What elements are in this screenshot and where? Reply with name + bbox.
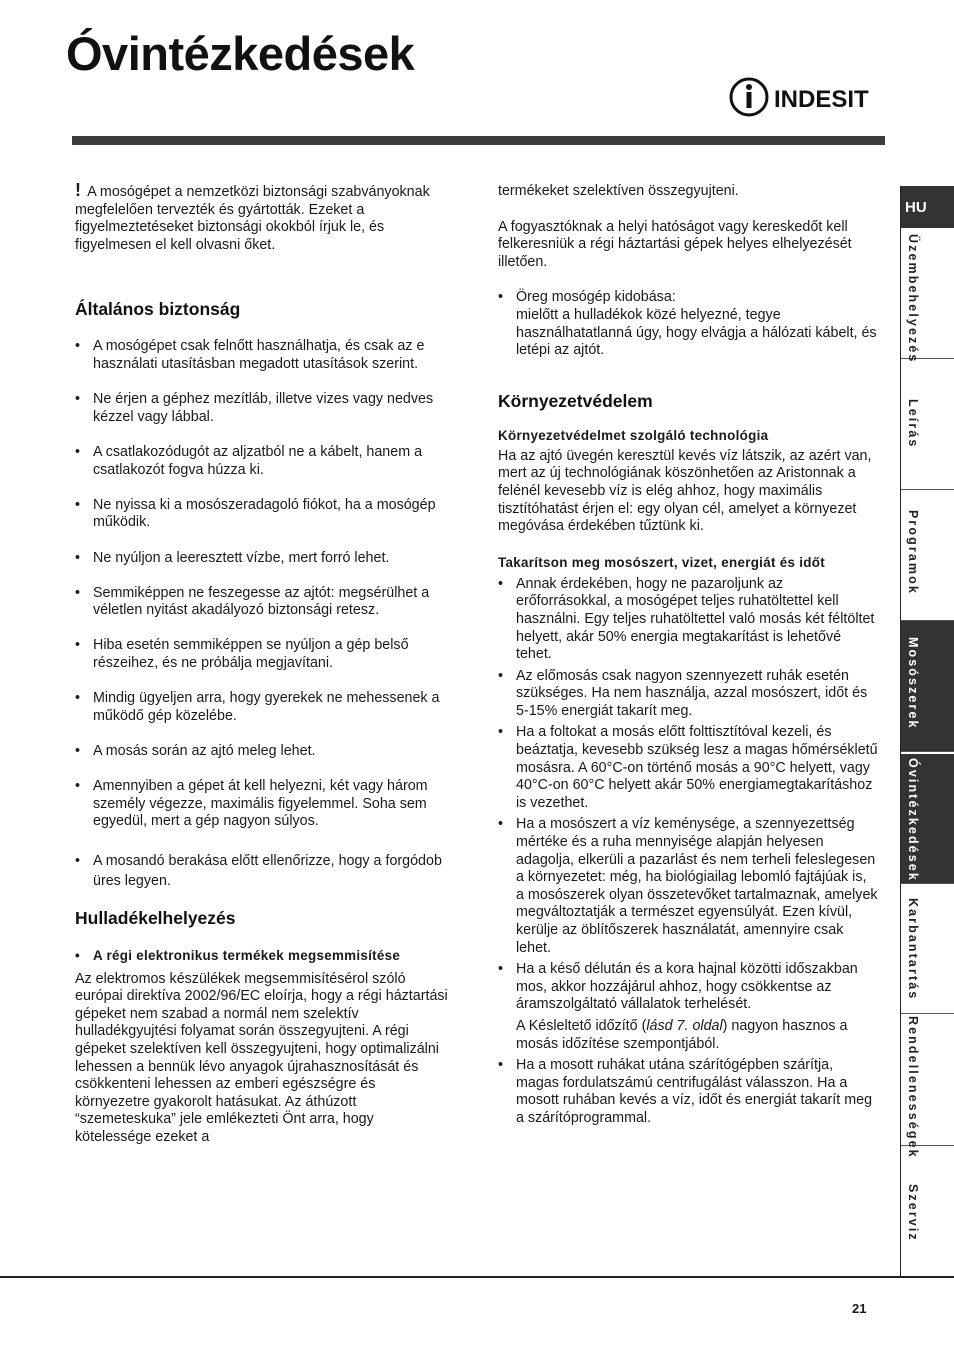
tab-label: Programok: [906, 510, 920, 595]
list-item: • A mosás során az ajtó meleg lehet.: [75, 743, 453, 761]
list-item: • Ne nyúljon a leeresztett vízbe, mert forró lehet.: [75, 550, 453, 568]
list-item: • Ne nyissa ki a mosószeradagoló fiókot, ha a mosógép működik.: [75, 497, 453, 532]
timer-note-reference: lásd 7. oldal: [646, 1017, 723, 1034]
technology-text: Ha az ajtó üvegén keresztül kevés víz látszik, az azért van, mert az új technológiának köszönhetően az Aristonnak a felénél kevesebb víz is elég ahhoz, hogy maximális tisztítóhatást érjen el: egy olyan cél, amelyet a környezet megóvása érdekében tűztünk ki.: [498, 447, 872, 535]
section-sidebar: [900, 186, 954, 1277]
list-item: [498, 289, 878, 359]
technology-heading: Környezetvédelmet szolgáló technológia: [498, 427, 769, 443]
timer-note-post: ) nagyon hasznos a mosás időzítése szempontjából.: [516, 1017, 848, 1052]
environment-heading: Környezetvédelem: [498, 390, 653, 411]
tab-szerviz[interactable]: [901, 1146, 954, 1277]
last-tip-list: [498, 1057, 878, 1127]
tab-label: Szerviz: [906, 1184, 920, 1242]
old-machine-list: [498, 289, 878, 359]
save-heading: Takarítson meg mosószert, vizet, energiát és időt: [498, 554, 825, 570]
left-column: [75, 180, 453, 1147]
timer-note-pre: A Késleltető időzítő (: [516, 1017, 647, 1034]
tab-label: Rendellenességek: [906, 1016, 920, 1159]
old-machine-text: mielőtt a hulladékok közé helyezné, tegye használhatatlanná úgy, hogy elvágja a hálózati kábelt, és letépi az ajtót.: [516, 306, 877, 359]
intro-paragraph: [75, 180, 453, 254]
tab-label: Karbantartás: [906, 898, 920, 1001]
general-safety-list: [75, 338, 453, 891]
footer-rule: [0, 1276, 954, 1278]
page-title: Óvintézkedések: [66, 27, 415, 80]
brand-wordmark: INDESIT: [774, 86, 869, 113]
tab-karbantartas[interactable]: [901, 884, 954, 1014]
tab-uzembehelyezes[interactable]: [901, 228, 954, 364]
list-item: • Mindig ügyeljen arra, hogy gyerekek ne mehessenek a működő gép közelébe.: [75, 690, 453, 725]
tab-label: Üzembehelyezés: [906, 234, 920, 364]
list-item: • Ha a mosott ruhákat utána szárítógépben szárítja, magas fordulatszámú centrifugálást válasszon. Ha a mosott ruhában kevés a víz, időt és energiát takarít meg a szárítóprogrammal.: [498, 1057, 878, 1127]
list-item: • Hiba esetén semmiképpen se nyúljon a gép belső részeihez, és ne próbálja megjavítani.: [75, 637, 453, 672]
tab-label: Óvintézkedések: [906, 758, 920, 882]
list-item: • Ha a foltokat a mosás előtt folttisztítóval kezeli, és beáztatja, kevesebb szükség lesz a magas hőmérsékletű mosásra. A 60°C-on történő mosás a 90°C helyett, vagy 40°C-on 60°C helyett akár 50% energiamegtakarításhoz is vezethet.: [498, 724, 878, 812]
tab-label: Leírás: [906, 399, 920, 449]
list-item: • A csatlakozódugót az aljzatból ne a kábelt, hanem a csatlakozót fogva húzza ki.: [75, 444, 453, 479]
list-item: • Az előmosás csak nagyon szennyezett ruhák esetén szükséges. Ha nem használja, azzal mosószert, időt és 5-15% energiát takarít meg.: [498, 668, 878, 721]
old-machine-title: Öreg mosógép kidobása:: [516, 289, 676, 306]
tab-leiras[interactable]: [901, 359, 954, 490]
tab-rendellenessegek[interactable]: [901, 1014, 954, 1159]
disposal-item-title: • A régi elektronikus termékek megsemmisítése: [75, 947, 453, 965]
disposal-paragraph: Az elektromos készülékek megsemmisítésérol szóló európai direktíva 2002/96/EC eloírja, hogy a régi háztartási gépeket nem szabad a normál nem szelektív hulladékgyujtési folyamat során összegyujteni. A régi gépeket szelektíven kell összegyujteni, hogy optimalizálni lehessen a bennük lévo anyagok újrahasznosítását és csökkenteni lehessen az emberi egészségre és környezetre gyakorolt hatásukat. Az áthúzott “szemeteskuka” jele emlékezteti Önt arra, hogy kötelessége ezeket a: [75, 970, 448, 1145]
page-number: 21: [852, 1301, 867, 1316]
tab-programok[interactable]: [901, 490, 954, 621]
tab-label: Mosószerek: [906, 637, 920, 730]
savings-list: [498, 576, 878, 1014]
disposal-continuation: termékeket szelektíven összegyujteni.: [498, 183, 739, 199]
list-item: • Amennyiben a gépet át kell helyezni, két vagy három személy végezze, maximális figyelemmel. Soha sem egyedül, mert a gép nagyon súlyos.: [75, 778, 453, 831]
list-item: • A mosógépet csak felnőtt használhatja, és csak az e használati utasításban megadott utasítások szerint.: [75, 338, 453, 373]
tab-mososzerek[interactable]: [901, 621, 954, 752]
list-item: • Ha a mosószert a víz keménysége, a szennyezettség mértéke és a ruha mennyisége alapján helyesen adagolja, elkerüli a pazarlást és nem terheli feleslegesen a környezetet: még, ha biológiailag lebomló fajtájúak is, a mosószerek olyan összetevőket tartalmaznak, amelyek megváltoztatják a természet egyensúlyát. Ezen kívül, kerülje az öblítőszerek használatát, amennyire csak lehet.: [498, 816, 878, 957]
indesit-logo: [728, 76, 890, 118]
disposal-paragraph-2: A fogyasztóknak a helyi hatóságot vagy kereskedőt kell felkeresniük a régi háztartási gépek helyes elhelyezését illetően.: [498, 218, 852, 270]
general-safety-heading: Általános biztonság: [75, 299, 241, 320]
list-item: • Ha a késő délután és a kora hajnal közötti időszakban mos, akkor hozzájárul ahhoz, hogy csökkentse az áramszolgáltató vállalatok terhelését.: [498, 961, 878, 1014]
warning-mark: !: [75, 180, 81, 200]
timer-note: [498, 1018, 878, 1053]
list-item: • Ne érjen a géphez mezítláb, illetve vizes vagy nedves kézzel vagy lábbal.: [75, 391, 453, 426]
disposal-heading: Hulladékelhelyezés: [75, 908, 236, 928]
disposal-list: [75, 947, 453, 965]
tab-ovintezkedesek[interactable]: [901, 752, 954, 884]
language-tab[interactable]: HU: [901, 186, 954, 228]
right-column: [498, 183, 878, 1128]
header-rule: [72, 136, 885, 145]
intro-text: A mosógépet a nemzetközi biztonsági szabványoknak megfelelően tervezték és gyártották. Ezeket a figyelmeztetéseket biztonsági okokból írjuk le, és figyelmesen el kell olvasni őket.: [75, 184, 430, 253]
list-item: • Annak érdekében, hogy ne pazaroljunk az erőforrásokkal, a mosógépet teljes ruhatöltettel kell használni. Egy teljes ruhatöltettel való mosás két féltöltet helyett, akár 50% energia megtakarítást is lehetővé tehet.: [498, 576, 878, 664]
list-item: • Semmiképpen ne feszegesse az ajtót: megsérülhet a véletlen nyitást akadályozó biztonsági retesz.: [75, 585, 453, 620]
list-item: • A mosandó berakása előtt ellenőrizze, hogy a forgódob üres legyen.: [75, 852, 453, 891]
